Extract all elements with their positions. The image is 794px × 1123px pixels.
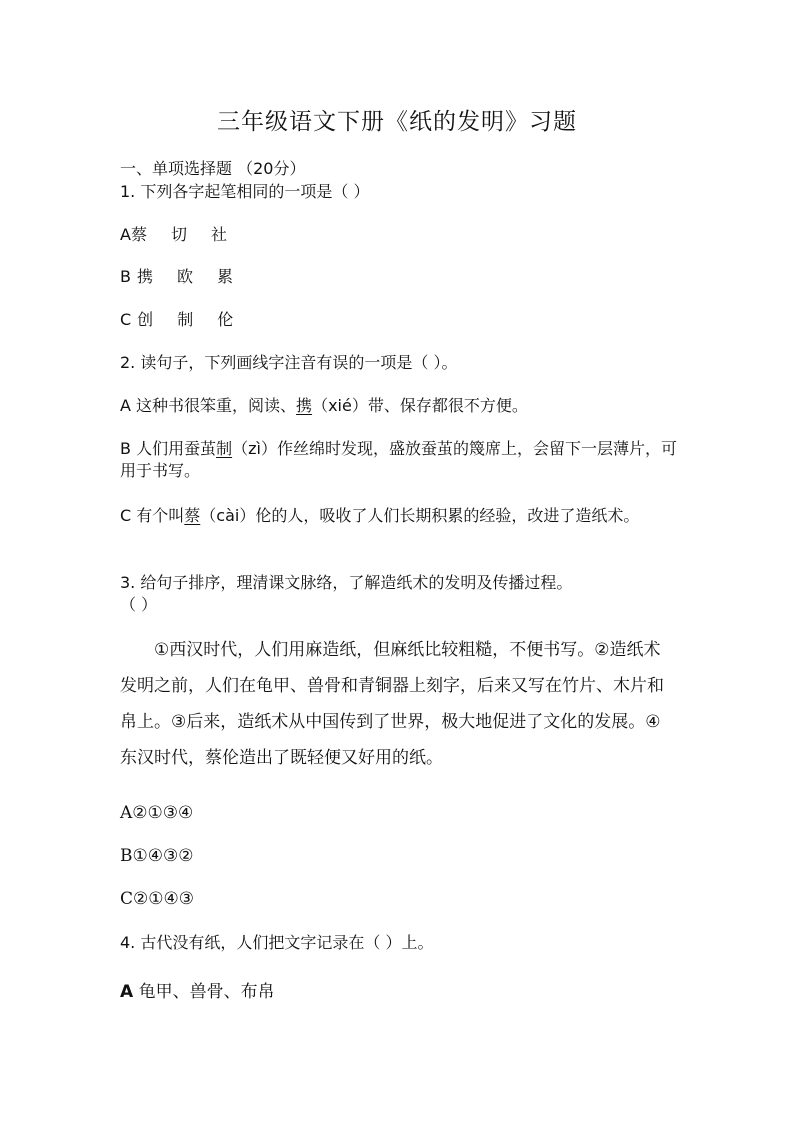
option-text: 龟甲、兽骨、布帛	[133, 982, 275, 1002]
question-3-option-b: B①④③②	[120, 846, 194, 866]
option-char: 伦	[217, 310, 234, 329]
underlined-char: 蔡	[184, 506, 201, 525]
ordering-passage: ①西汉时代，人们用麻造纸，但麻纸比较粗糙，不便书写。②造纸术发明之前，人们在龟甲、兽骨和青铜器上刻字，后来又写在竹片、木片和帛上。③后来，造纸术从中国传到了世界，极大地促进了文化的发展。④东汉时代，蔡伦造出了既轻便又好用的纸。	[120, 640, 664, 768]
question-3-option-c: C②①④③	[120, 889, 194, 909]
underlined-char: 携	[296, 396, 313, 415]
question-2-stem: 2. 读句子，下列画线字注音有误的一项是（ ）。	[120, 353, 458, 372]
option-text: B 人们用蚕茧	[120, 439, 217, 458]
option-char: 累	[217, 267, 234, 286]
option-char: 欧	[177, 267, 194, 286]
option-char: 携	[136, 267, 153, 286]
option-text: C 有个叫	[120, 506, 185, 525]
option-label: A	[120, 982, 134, 1002]
question-4-stem: 4. 古代没有纸，人们把文字记录在（ ）上。	[120, 933, 434, 952]
option-label: A	[120, 225, 131, 244]
option-label: B	[120, 267, 131, 286]
question-2-option-a	[120, 395, 680, 417]
option-label: C	[120, 310, 132, 329]
option-char: 蔡	[130, 225, 147, 244]
option-text: A 这种书很笨重，阅读、	[120, 396, 297, 415]
question-2-option-c	[120, 505, 680, 527]
answer-blank: （ ）	[120, 595, 158, 614]
question-1-option-b	[120, 266, 680, 288]
option-char: 切	[170, 225, 187, 244]
question-3-stem: 3. 给句子排序，理清课文脉络，了解造纸术的发明及传播过程。	[120, 573, 573, 592]
option-char: 创	[137, 310, 154, 329]
question-1-option-a	[120, 224, 680, 246]
question-1-stem: 1. 下列各字起笔相同的一项是（ ）	[120, 182, 370, 201]
question-3-option-a: A②①③④	[120, 803, 194, 823]
underlined-char: 制	[216, 439, 233, 458]
question-4-option-a	[120, 981, 680, 1003]
option-text: （zì）作丝绵时发现，盛放蚕茧的篾席上，会留下一层薄片，可用于书写。	[120, 439, 677, 480]
question-2-option-b	[120, 438, 680, 482]
option-text: （cài）伦的人，吸收了人们长期积累的经验，改进了造纸术。	[200, 506, 640, 525]
question-1-option-c	[120, 309, 680, 331]
option-text: （xié）带、保存都很不方便。	[312, 396, 528, 415]
option-char: 社	[210, 225, 227, 244]
option-char: 制	[177, 310, 194, 329]
document-title: 三年级语文下册《纸的发明》习题	[217, 109, 577, 135]
section-heading: 一、单项选择题 （20分）	[120, 159, 306, 178]
